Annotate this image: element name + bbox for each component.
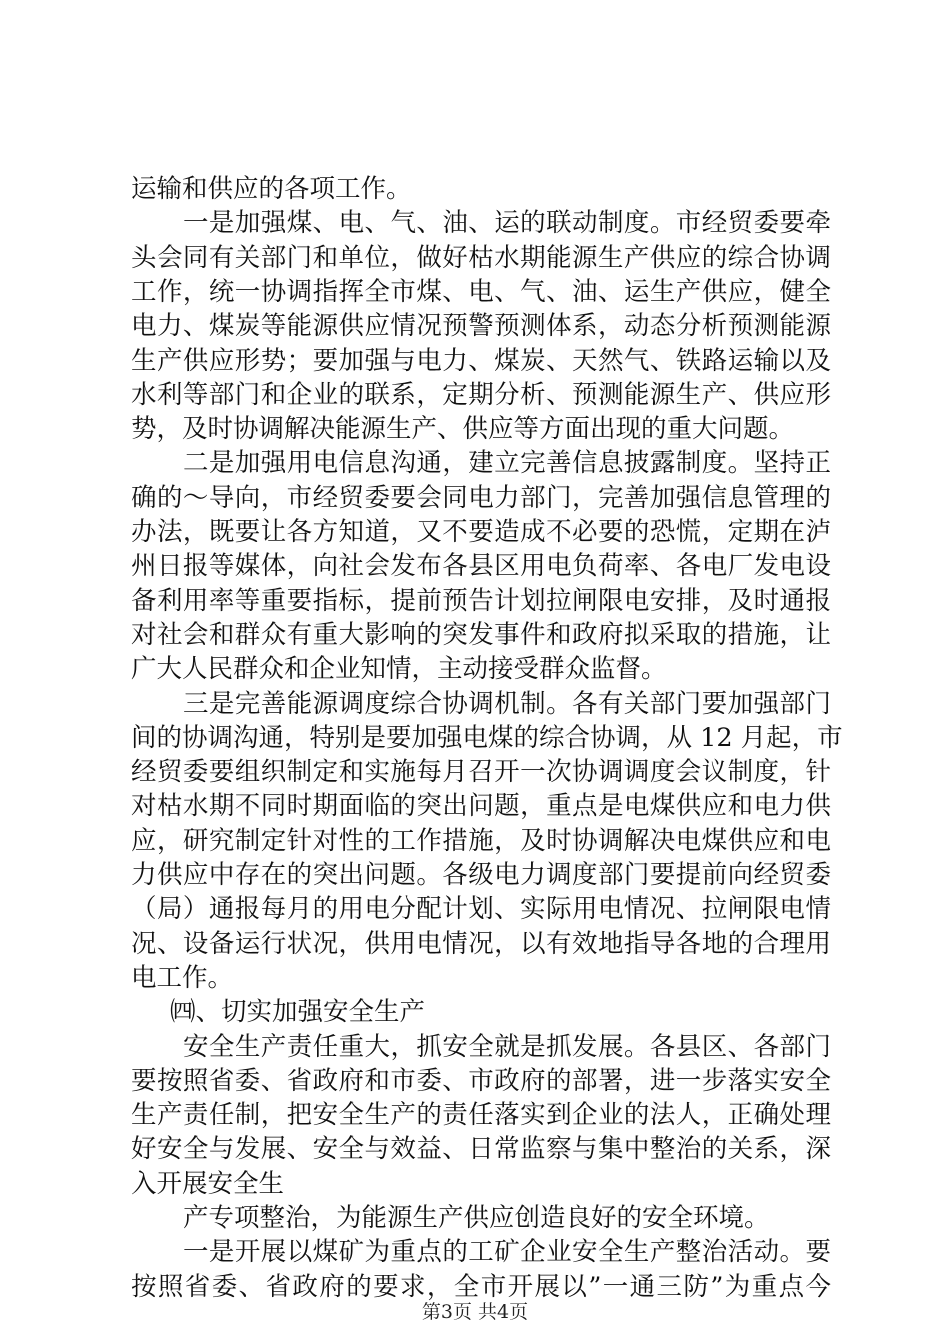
text-line: 工作，统一协调指挥全市煤、电、气、油、运生产供应，健全 (131, 277, 831, 307)
paragraph-start-line: 一是开展以煤矿为重点的工矿企业安全生产整治活动。要 (183, 1237, 831, 1267)
text-line: 势，及时协调解决能源生产、供应等方面出现的重大问题。 (131, 414, 795, 444)
text-line: 州日报等媒体，向社会发布各县区用电负荷率、各电厂发电设 (131, 551, 831, 581)
paragraph-start-line: 一是加强煤、电、气、油、运的联动制度。市经贸委要牵 (183, 208, 831, 238)
text-line: 办法，既要让各方知道，又不要造成不必要的恐慌，定期在泸 (131, 517, 831, 547)
text-line: 确的～导向，市经贸委要会同电力部门，完善加强信息管理的 (131, 483, 831, 513)
paragraph-start-line: 安全生产责任重大，抓安全就是抓发展。各县区、各部门 (183, 1032, 831, 1062)
paragraph-start-line: 三是完善能源调度综合协调机制。各有关部门要加强部门 (183, 689, 831, 719)
text-line: 运输和供应的各项工作。 (131, 174, 412, 204)
page-footer: 第3页 共4页 (421, 1301, 529, 1323)
text-line: 生产责任制，把安全生产的责任落实到企业的法人，正确处理 (131, 1100, 831, 1130)
text-line: 备利用率等重要指标，提前预告计划拉闸限电安排，及时通报 (131, 586, 831, 616)
section-heading: ㈣、切实加强安全生产 (170, 997, 426, 1027)
text-line: 力供应中存在的突出问题。各级电力调度部门要提前向经贸委 (131, 860, 831, 890)
text-line: 水利等部门和企业的联系，定期分析、预测能源生产、供应形 (131, 380, 831, 410)
text-line: 况、设备运行状况，供用电情况，以有效地指导各地的合理用 (131, 929, 831, 959)
text-line: 对社会和群众有重大影响的突发事件和政府拟采取的措施，让 (131, 620, 831, 650)
text-line: 按照省委、省政府的要求，全市开展以”一通三防”为重点今 (131, 1272, 831, 1302)
text-line: 好安全与发展、安全与效益、日常监察与集中整治的关系，深 (131, 1134, 831, 1164)
text-line: 头会同有关部门和单位，做好枯水期能源生产供应的综合协调 (131, 243, 831, 273)
text-line: 电工作。 (131, 963, 234, 993)
text-line: 经贸委要组织制定和实施每月召开一次协调调度会议制度，针 (131, 757, 831, 787)
text-line: 广大人民群众和企业知情，主动接受群众监督。 (131, 654, 667, 684)
text-line: （局）通报每月的用电分配计划、实际用电情况、拉闸限电情 (131, 894, 831, 924)
paragraph-start-line: 产专项整治，为能源生产供应创造良好的安全环境。 (183, 1203, 770, 1233)
text-line: 应，研究制定针对性的工作措施，及时协调解决电煤供应和电 (131, 826, 831, 856)
text-line: 生产供应形势；要加强与电力、煤炭、天然气、铁路运输以及 (131, 346, 831, 376)
text-line: 要按照省委、省政府和市委、市政府的部署，进一步落实安全 (131, 1066, 831, 1096)
text-line: 间的协调沟通，特别是要加强电煤的综合协调，从 12 月起，市 (131, 723, 843, 753)
text-line: 电力、煤炭等能源供应情况预警预测体系，动态分析预测能源 (131, 311, 831, 341)
paragraph-start-line: 二是加强用电信息沟通，建立完善信息披露制度。坚持正 (183, 448, 831, 478)
text-line: 对枯水期不同时期面临的突出问题，重点是电煤供应和电力供 (131, 791, 831, 821)
text-line: 入开展安全生 (131, 1169, 285, 1199)
